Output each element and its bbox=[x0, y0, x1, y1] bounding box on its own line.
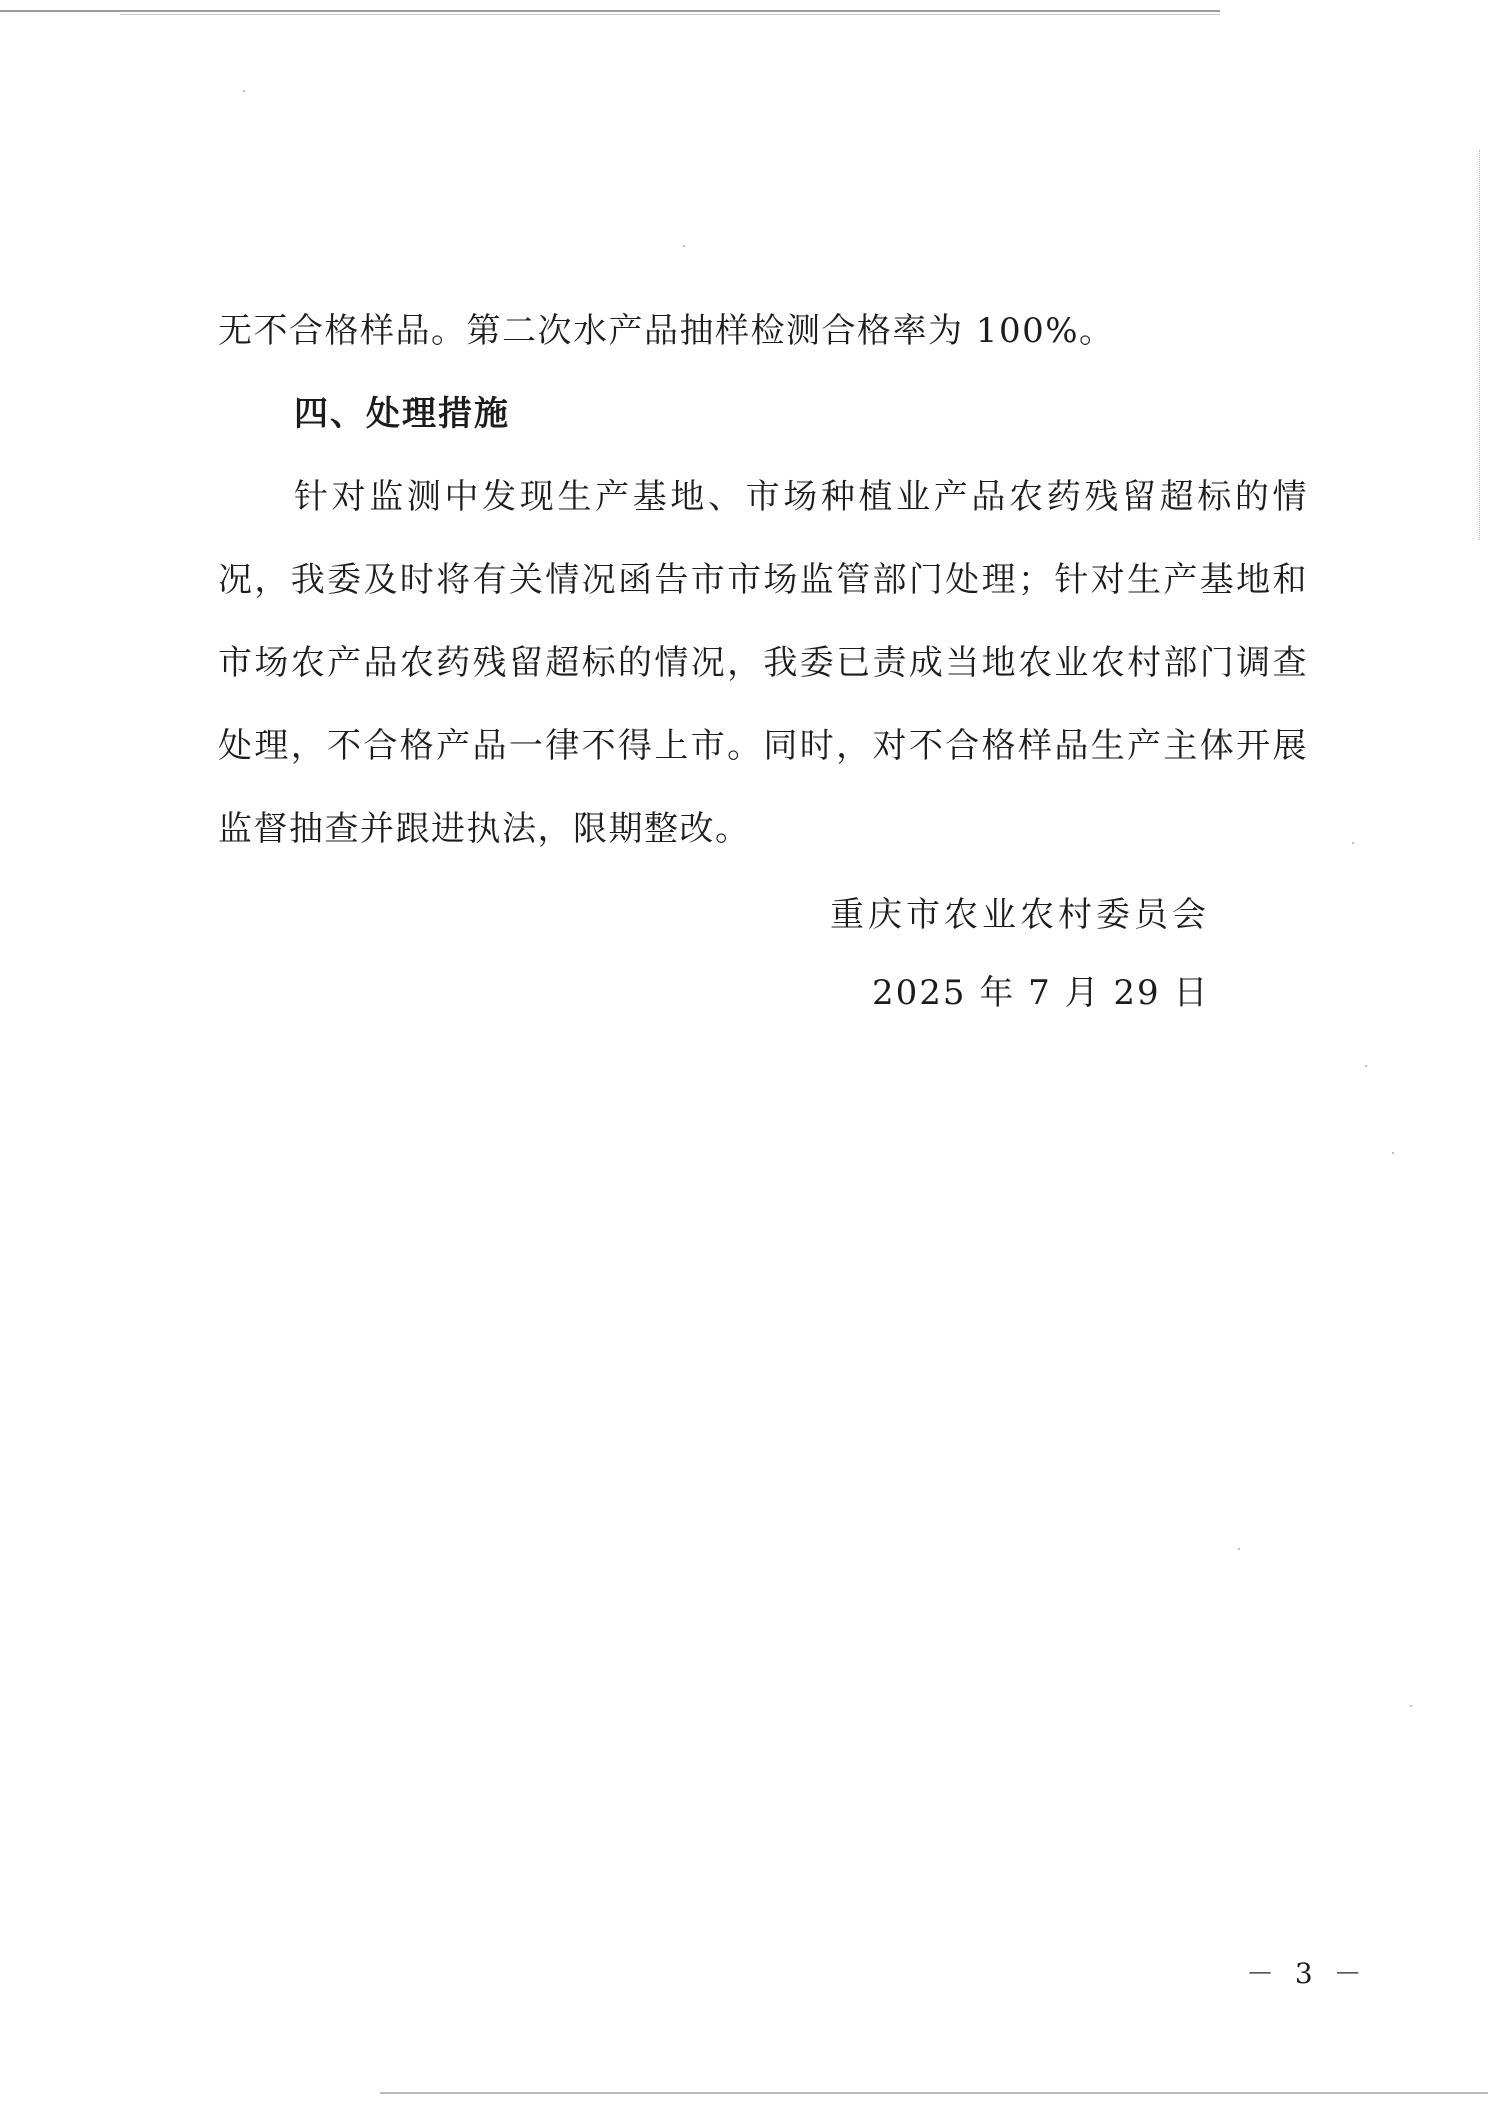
scan-edge-top-secondary bbox=[120, 14, 1220, 15]
page-number: － 3 － bbox=[1246, 1957, 1368, 1990]
scan-speck bbox=[1410, 1705, 1412, 1707]
scan-speck bbox=[1392, 1152, 1394, 1154]
paragraph-measures: 针对监测中发现生产基地、市场种植业产品农药残留超标的情况，我委及时将有关情况函告市市场监管部门处理；针对生产基地和市场农产品农药残留超标的情况，我委已责成当地农业农村部门调查处理，不合格产品一律不得上市。同时，对不合格样品生产主体开展监督抽查并跟进执法，限期整改。 bbox=[218, 477, 1308, 849]
issue-date: 2025 年 7 月 29 日 bbox=[872, 973, 1210, 1013]
scan-speck bbox=[1365, 1065, 1367, 1067]
scan-edge-bottom bbox=[380, 2092, 1488, 2094]
scan-edge-top bbox=[0, 10, 1220, 12]
paragraph-continuation: 无不合格样品。第二次水产品抽样检测合格率为 100%。 bbox=[218, 311, 1115, 351]
issuer-signature: 重庆市农业农村委员会 bbox=[830, 895, 1210, 935]
document-body bbox=[218, 290, 1308, 871]
scan-edge-right bbox=[1479, 150, 1480, 540]
section-heading: 四、处理措施 bbox=[294, 394, 510, 434]
scan-speck bbox=[683, 245, 685, 247]
scan-speck bbox=[1352, 842, 1354, 844]
scan-speck bbox=[243, 90, 245, 92]
scan-speck bbox=[1238, 1548, 1240, 1550]
